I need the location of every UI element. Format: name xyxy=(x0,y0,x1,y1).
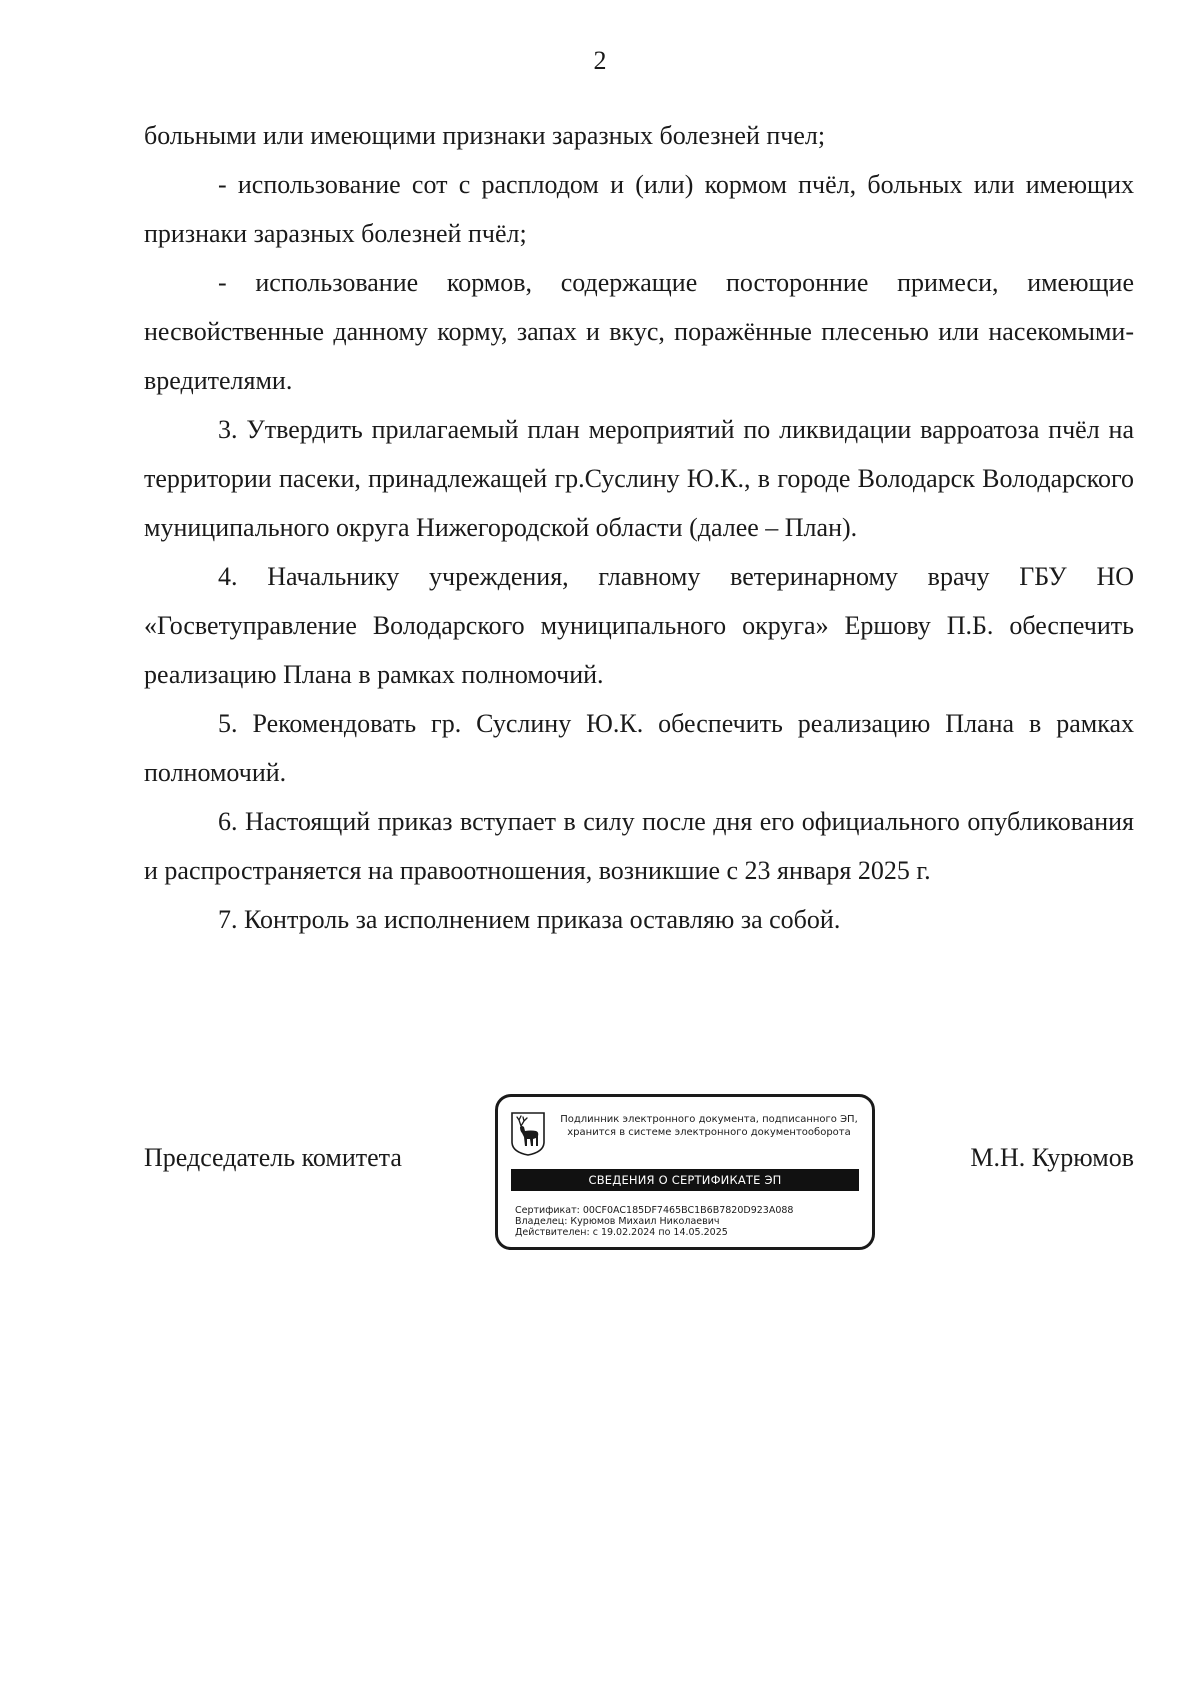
signatory-position: Председатель комитета xyxy=(144,1143,402,1172)
paragraph-5-recommendation: 5. Рекомендовать гр. Суслину Ю.К. обеспечить реализацию Плана в рамках полномочий. xyxy=(144,709,1134,787)
stamp-original-notice: Подлинник электронного документа, подписанного ЭП, xyxy=(560,1114,858,1125)
stamp-certificate-number: Сертификат: 00CF0AC185DF7465BC1B6B7820D923A088 xyxy=(515,1205,794,1216)
list-item-combs: - использование сот с расплодом и (или) кормом пчёл, больных или имеющих признаки заразных болезней пчёл; xyxy=(144,170,1134,248)
paragraph-3-approve-plan: 3. Утвердить прилагаемый план мероприятий по ликвидации варроатоза пчёл на территории пасеки, принадлежащей гр.Суслину Ю.К., в городе Володарск Володарского муниципального округа Нижегородской области (далее – План). xyxy=(144,415,1134,542)
list-item-feeds: - использование кормов, содержащие посторонние примеси, имеющие несвойственные данному корму, запах и вкус, поражённые плесенью или насекомыми-вредителями. xyxy=(144,268,1134,395)
stamp-storage-notice: хранится в системе электронного документооборота xyxy=(567,1127,851,1138)
paragraph-6-entry-into-force: 6. Настоящий приказ вступает в силу после дня его официального опубликования и распространяется на правоотношения, возникшие с 23 января 2025 г. xyxy=(144,807,1134,885)
deer-emblem-icon xyxy=(511,1112,545,1156)
stamp-certificate-header: СВЕДЕНИЯ О СЕРТИФИКАТЕ ЭП xyxy=(511,1169,859,1191)
page-number: 2 xyxy=(593,46,607,75)
paragraph-continuation: больными или имеющими признаки заразных болезней пчел; xyxy=(144,121,826,150)
paragraph-4-head-of-institution: 4. Начальнику учреждения, главному ветеринарному врачу ГБУ НО «Госветуправление Володарского муниципального округа» Ершову П.Б. обеспечить реализацию Плана в рамках полномочий. xyxy=(144,562,1134,689)
stamp-owner: Владелец: Курюмов Михаил Николаевич xyxy=(515,1216,720,1227)
stamp-validity: Действителен: с 19.02.2024 по 14.05.2025 xyxy=(515,1227,728,1238)
signatory-name: М.Н. Курюмов xyxy=(970,1143,1134,1172)
electronic-signature-stamp xyxy=(495,1094,875,1250)
document-body xyxy=(144,111,1134,944)
paragraph-7-control: 7. Контроль за исполнением приказа оставляю за собой. xyxy=(218,905,841,934)
